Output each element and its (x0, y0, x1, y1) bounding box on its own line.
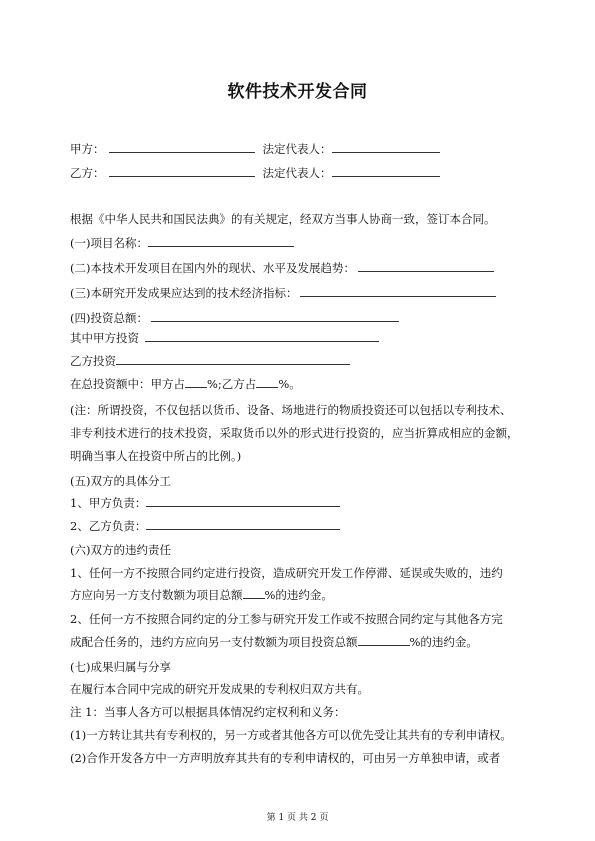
party-b-blank (109, 165, 255, 177)
division-party-a-row (70, 495, 530, 511)
target-label: (三)本研究开发成果应达到的技术经济指标： (70, 286, 298, 300)
results-sub-2: (2)合作开发各方中一方声明放弃其共有的专利申请权的，可由另一方单独申请，或者 (70, 751, 501, 765)
results-note: 注 1：当事人各方可以根据具体情况约定权利和义务： (70, 705, 346, 719)
status-label: (二)本技术开发项目在国内外的现状、水平及发展趋势： (70, 261, 355, 275)
division-party-b-label: 2、乙方负责： (70, 519, 147, 533)
party-b-legal-rep-label: 法定代表人： (262, 166, 332, 180)
project-name-label: (一)项目名称： (70, 236, 148, 250)
results-sub-1: (1)一方转让其共有专利权的，另一方或者其他各方可以优先受让其共有的专利申请权。 (70, 728, 512, 742)
ratio-mid: %;乙方占 (207, 377, 257, 391)
liability-clause-2-blank (358, 634, 410, 646)
liability-clause-1-blank (243, 587, 265, 599)
investment-ratio-row (70, 376, 530, 392)
liability-heading: (六)双方的违约责任 (70, 543, 171, 557)
party-a-investment-blank (145, 330, 379, 342)
note-line-1: (注：所谓投资，不仅包括以货币、设备、场地进行的物质投资还可以包括以专利技术、 (70, 403, 512, 417)
party-a-legal-rep-blank (332, 141, 440, 153)
party-b-legal-rep-blank (332, 165, 440, 177)
party-a-investment-label: 其中甲方投资 (70, 331, 139, 345)
party-a-legal-rep-label: 法定代表人： (262, 142, 332, 156)
liability-clause-1-line-1: 1、任何一方不按照合同约定进行投资，造成研究开发工作停滞、延误或失败的，违约 (70, 566, 503, 580)
results-heading: (七)成果归属与分享 (70, 660, 171, 674)
liability-clause-2-line-1: 2、任何一方不按照合同约定的分工参与研究开发工作或不按照合同约定与其他各方完 (70, 612, 503, 626)
investment-total-blank (151, 310, 399, 322)
target-blank (300, 285, 496, 297)
party-a-ratio-blank (185, 376, 207, 388)
project-name-row (70, 235, 530, 251)
status-blank (358, 260, 494, 272)
liability-clause-1-suffix: %的违约金。 (264, 588, 333, 602)
party-a-label: 甲方： (70, 142, 105, 156)
results-line-1: 在履行本合同中完成的研究开发成果的专利权归双方共有。 (70, 682, 369, 696)
investment-total-label: (四)投资总额： (70, 311, 148, 325)
document-title: 软件技术开发合同 (227, 82, 368, 102)
division-heading: (五)双方的具体分工 (70, 474, 171, 488)
liability-clause-1-prefix: 方应向另一方支付数额为项目总额 (70, 588, 243, 602)
target-row (70, 285, 530, 301)
liability-clause-1-line-2 (70, 587, 530, 603)
party-b-row (70, 165, 530, 181)
liability-clause-2-prefix: 成配合任务的，违约方应向另一支付数额为项目投资总额 (70, 635, 358, 649)
party-b-investment-label: 乙方投资 (70, 354, 116, 368)
party-a-blank (109, 141, 255, 153)
division-party-b-blank (146, 518, 340, 530)
note-line-3: 明确当事人在投资中所占的比例。) (70, 449, 242, 463)
liability-clause-2-line-2 (70, 634, 530, 650)
division-party-a-label: 1、甲方负责： (70, 496, 147, 510)
party-a-row (70, 141, 530, 157)
party-b-ratio-blank (256, 376, 278, 388)
project-name-blank (148, 235, 294, 247)
investment-total-row (70, 310, 530, 326)
party-b-investment-blank (116, 353, 350, 365)
liability-clause-2-suffix: %的违约金。 (409, 635, 478, 649)
page-footer: 第 1 页 共 2 页 (266, 813, 329, 823)
party-a-investment-row (70, 330, 530, 346)
party-b-investment-row (70, 353, 530, 369)
division-party-a-blank (146, 495, 340, 507)
ratio-prefix: 在总投资额中：甲方占 (70, 377, 185, 391)
status-row (70, 260, 530, 276)
intro-paragraph: 根据《中华人民共和国民法典》的有关规定，经双方当事人协商一致，签订本合同。 (70, 212, 496, 226)
ratio-suffix: %。 (278, 377, 301, 391)
note-line-2: 非专利技术进行的技术投资，采取货币以外的形式进行投资的，应当折算成相应的金额， (70, 426, 519, 440)
party-b-label: 乙方： (70, 166, 105, 180)
division-party-b-row (70, 518, 530, 534)
